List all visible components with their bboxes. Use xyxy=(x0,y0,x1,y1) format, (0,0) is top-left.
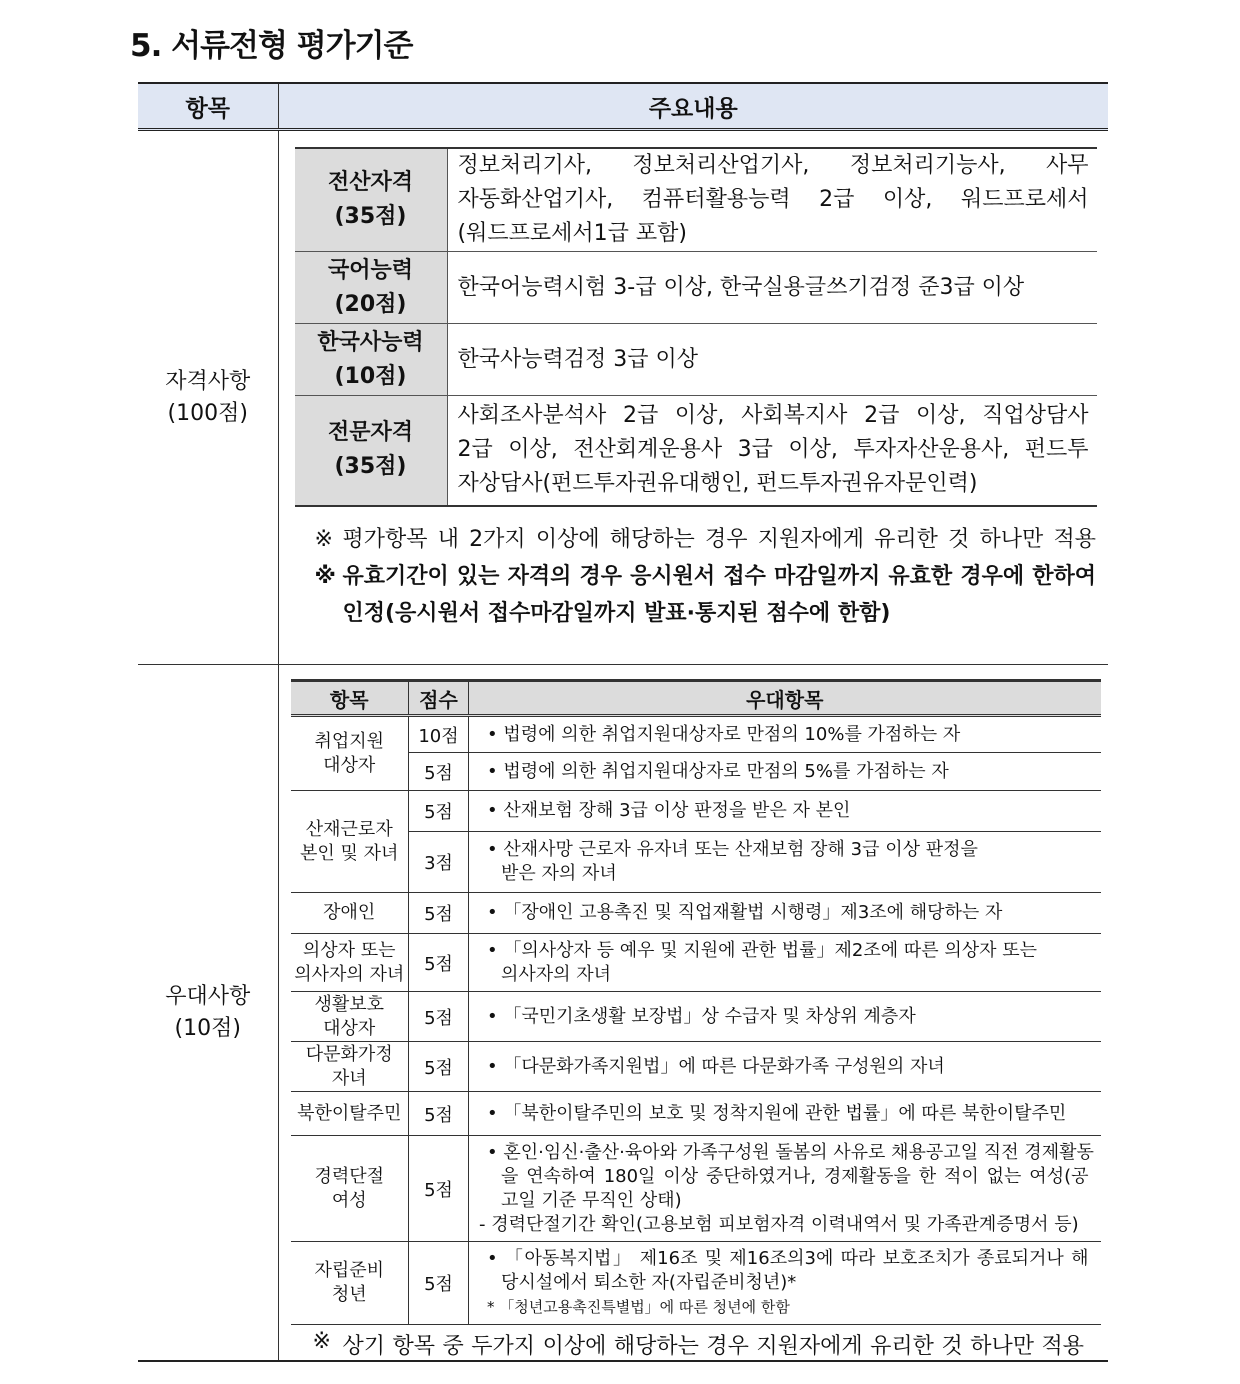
category-text: 자녀 xyxy=(331,1067,367,1089)
qual-points: (35점) xyxy=(334,454,407,480)
category-text: 장애인 xyxy=(323,902,376,923)
pref-score: 5점 xyxy=(409,1092,469,1136)
preferential-table xyxy=(291,679,1101,1325)
pref-category xyxy=(291,716,409,791)
preferential-content-cell xyxy=(278,665,1108,1362)
pref-score: 5점 xyxy=(409,1242,469,1325)
pref-header-item: 항목 xyxy=(291,681,409,716)
pref-row xyxy=(291,893,1101,934)
preferential-points: (10점) xyxy=(174,1015,241,1041)
pref-score: 5점 xyxy=(409,934,469,992)
note-validity xyxy=(315,558,1097,632)
note-mark: ※ xyxy=(314,563,336,589)
qualification-label-cell xyxy=(138,130,278,665)
qual-row-content xyxy=(447,148,1097,252)
preferential-row xyxy=(138,665,1108,1362)
pref-score: 5점 xyxy=(409,1042,469,1092)
note-text: 평가항목 내 2가지 이상에 해당하는 경우 지원자에게 유리한 것 하나만 적용 xyxy=(342,526,1096,552)
pref-detail xyxy=(469,753,1101,791)
category-text: 대상자 xyxy=(323,754,376,776)
pref-category xyxy=(291,1242,409,1325)
pref-row xyxy=(291,1242,1101,1325)
pref-detail xyxy=(469,716,1101,753)
note-text: 상기 항목 중 두가지 이상에 해당하는 경우 지원자에게 유리한 것 하나만 적용 xyxy=(342,1334,1084,1359)
pref-category xyxy=(291,893,409,934)
detail-line: 의사자의 자녀 xyxy=(501,963,612,985)
detail-line: 을 연속하여 180일 이상 중단하였거나, 경제활동을 한 적이 없는 여성(공 xyxy=(501,1165,1089,1187)
pref-detail xyxy=(469,992,1101,1042)
qual-row-content xyxy=(447,396,1097,506)
category-text: 여성 xyxy=(331,1189,367,1211)
note-mark: ※ xyxy=(314,526,333,552)
pref-category xyxy=(291,1092,409,1136)
qual-points: (20점) xyxy=(334,291,407,317)
detail-line: • 산재보험 장해 3급 이상 판정을 받은 자 본인 xyxy=(487,800,851,821)
qual-row-content xyxy=(447,252,1097,324)
qual-line: 정보처리기사, 정보처리산업기사, 정보처리기능사, 사무 xyxy=(457,153,1089,178)
qual-row-content xyxy=(447,324,1097,396)
pref-row xyxy=(291,1136,1101,1242)
qual-line: 자동화산업기사, 컴퓨터활용능력 2급 이상, 워드프로세서 xyxy=(457,187,1089,212)
pref-header-detail: 우대항목 xyxy=(469,681,1101,716)
qual-row xyxy=(295,252,1097,324)
category-text: 자립준비 xyxy=(314,1260,385,1281)
qualification-notes xyxy=(295,521,1097,632)
qual-line: 2급 이상, 전산회계운용사 3급 이상, 투자자산운용사, 펀드투 xyxy=(457,437,1089,463)
pref-category xyxy=(291,1136,409,1242)
pref-score: 10점 xyxy=(409,716,469,753)
qual-line: 사회조사분석사 2급 이상, 사회복지사 2급 이상, 직업상담사 xyxy=(457,403,1089,429)
category-text: 산재근로자 xyxy=(305,818,393,840)
pref-row xyxy=(291,791,1101,832)
pref-detail xyxy=(469,1242,1101,1325)
note-mark: ※ xyxy=(312,1329,331,1354)
pref-score: 5점 xyxy=(409,1136,469,1242)
pref-detail xyxy=(469,791,1101,832)
pref-row xyxy=(291,992,1101,1042)
qualification-row xyxy=(138,130,1108,665)
category-text: 북한이탈주민 xyxy=(297,1102,402,1124)
qualification-points: (100점) xyxy=(167,400,248,426)
pref-row xyxy=(291,716,1101,753)
category-text: 본인 및 자녀 xyxy=(300,842,399,864)
pref-row xyxy=(291,934,1101,992)
qual-line: 자상담사(펀드투자권유대행인, 펀드투자권유자문인력) xyxy=(457,471,978,497)
qual-points: (10점) xyxy=(334,363,407,389)
category-text: 취업지원 xyxy=(314,730,385,752)
detail-line: - 경력단절기간 확인(고용보험 피보험자격 이력내역서 및 가족관계증명서 등) xyxy=(479,1213,1079,1235)
qualification-table xyxy=(295,147,1097,507)
detail-line: • 「북한이탈주민의 보호 및 정착지원에 관한 법률」에 따른 북한이탈주민 xyxy=(487,1102,1067,1124)
preferential-label: 우대사항 xyxy=(165,983,251,1009)
pref-score: 5점 xyxy=(409,791,469,832)
pref-score: 3점 xyxy=(409,832,469,893)
pref-score: 5점 xyxy=(409,992,469,1042)
qual-name: 국어능력 xyxy=(327,257,413,283)
pref-row xyxy=(291,832,1101,893)
note-text: 유효기간이 있는 자격의 경우 응시원서 접수 마감일까지 유효한 경우에 한하여 xyxy=(342,563,1096,589)
pref-detail xyxy=(469,1092,1101,1136)
qual-row xyxy=(295,396,1097,506)
category-text: 경력단절 xyxy=(314,1165,385,1187)
pref-header-score: 점수 xyxy=(409,681,469,716)
detail-line: 당시설에서 퇴소한 자(자립준비청년)* xyxy=(501,1272,797,1293)
detail-line: • 「의사상자 등 예우 및 지원에 관한 법률」제2조에 따른 의상자 또는 xyxy=(487,939,1037,961)
qual-row xyxy=(295,324,1097,396)
qual-row-header xyxy=(295,396,448,506)
qual-row-header xyxy=(295,324,448,396)
detail-line: • 법령에 의한 취업지원대상자로 만점의 10%를 가점하는 자 xyxy=(487,723,961,745)
detail-line: • 법령에 의한 취업지원대상자로 만점의 5%를 가점하는 자 xyxy=(487,760,949,782)
pref-detail xyxy=(469,1042,1101,1092)
detail-line: • 「국민기초생활 보장법」상 수급자 및 차상위 계층자 xyxy=(487,1005,916,1027)
pref-detail xyxy=(469,1136,1101,1242)
pref-category xyxy=(291,934,409,992)
qual-row xyxy=(295,148,1097,252)
category-text: 생활보호 xyxy=(314,993,385,1015)
pref-row xyxy=(291,1042,1101,1092)
header-item: 항목 xyxy=(138,83,278,130)
pref-row xyxy=(291,1092,1101,1136)
detail-line: 고일 기준 무직인 상태) xyxy=(501,1189,682,1211)
detail-line: • 산재사망 근로자 유자녀 또는 산재보험 장해 3급 이상 판정을 xyxy=(487,839,978,860)
qual-name: 전문자격 xyxy=(327,420,413,446)
qual-name: 한국사능력 xyxy=(317,329,424,355)
qualification-content-cell xyxy=(278,130,1108,665)
detail-line: • 혼인·임신·출산·육아와 가족구성원 돌봄의 사유로 채용공고일 직전 경제활동 xyxy=(487,1141,1094,1163)
pref-detail xyxy=(469,893,1101,934)
category-text: 청년 xyxy=(331,1284,367,1305)
page-title: 5. 서류전형 평가기준 xyxy=(130,28,413,64)
qual-points: (35점) xyxy=(334,204,407,229)
detail-line: • 「장애인 고용촉진 및 직업재활법 시행령」제3조에 해당하는 자 xyxy=(487,902,1003,923)
detail-line: 받은 자의 자녀 xyxy=(501,863,617,884)
qual-line: (워드프로세서1급 포함) xyxy=(457,221,687,246)
qual-row-header xyxy=(295,148,448,252)
preferential-final-note xyxy=(291,1325,1101,1360)
detail-line: • 「아동복지법」 제16조 및 제16조의3에 따라 보호조치가 종료되거나 해 xyxy=(487,1248,1089,1269)
pref-category xyxy=(291,1042,409,1092)
detail-footnote: * 「청년고용촉진특별법」에 따른 청년에 한함 xyxy=(487,1298,790,1316)
preferential-label-cell xyxy=(138,665,278,1362)
category-text: 의상자 또는 xyxy=(302,939,396,961)
note-single-apply xyxy=(315,521,1097,558)
evaluation-criteria-table xyxy=(138,82,1108,1362)
pref-score: 5점 xyxy=(409,893,469,934)
pref-detail xyxy=(469,934,1101,992)
header-content: 주요내용 xyxy=(278,83,1108,130)
pref-category xyxy=(291,992,409,1042)
pref-detail xyxy=(469,832,1101,893)
category-text: 대상자 xyxy=(323,1017,376,1039)
category-text: 다문화가정 xyxy=(305,1043,393,1065)
qualification-label: 자격사항 xyxy=(165,368,251,394)
detail-line: • 「다문화가족지원법」에 따른 다문화가족 구성원의 자녀 xyxy=(487,1055,945,1077)
category-text: 의사자의 자녀 xyxy=(294,963,405,985)
pref-category xyxy=(291,791,409,893)
qual-line: 한국사능력검정 3급 이상 xyxy=(457,346,699,372)
qual-row-header xyxy=(295,252,448,324)
pref-score: 5점 xyxy=(409,753,469,791)
note-text: 인정(응시원서 접수마감일까지 발표·통지된 점수에 한함) xyxy=(342,600,891,626)
qual-line: 한국어능력시험 3-급 이상, 한국실용글쓰기검정 준3급 이상 xyxy=(457,274,1025,300)
qual-name: 전산자격 xyxy=(327,170,413,195)
pref-row xyxy=(291,753,1101,791)
